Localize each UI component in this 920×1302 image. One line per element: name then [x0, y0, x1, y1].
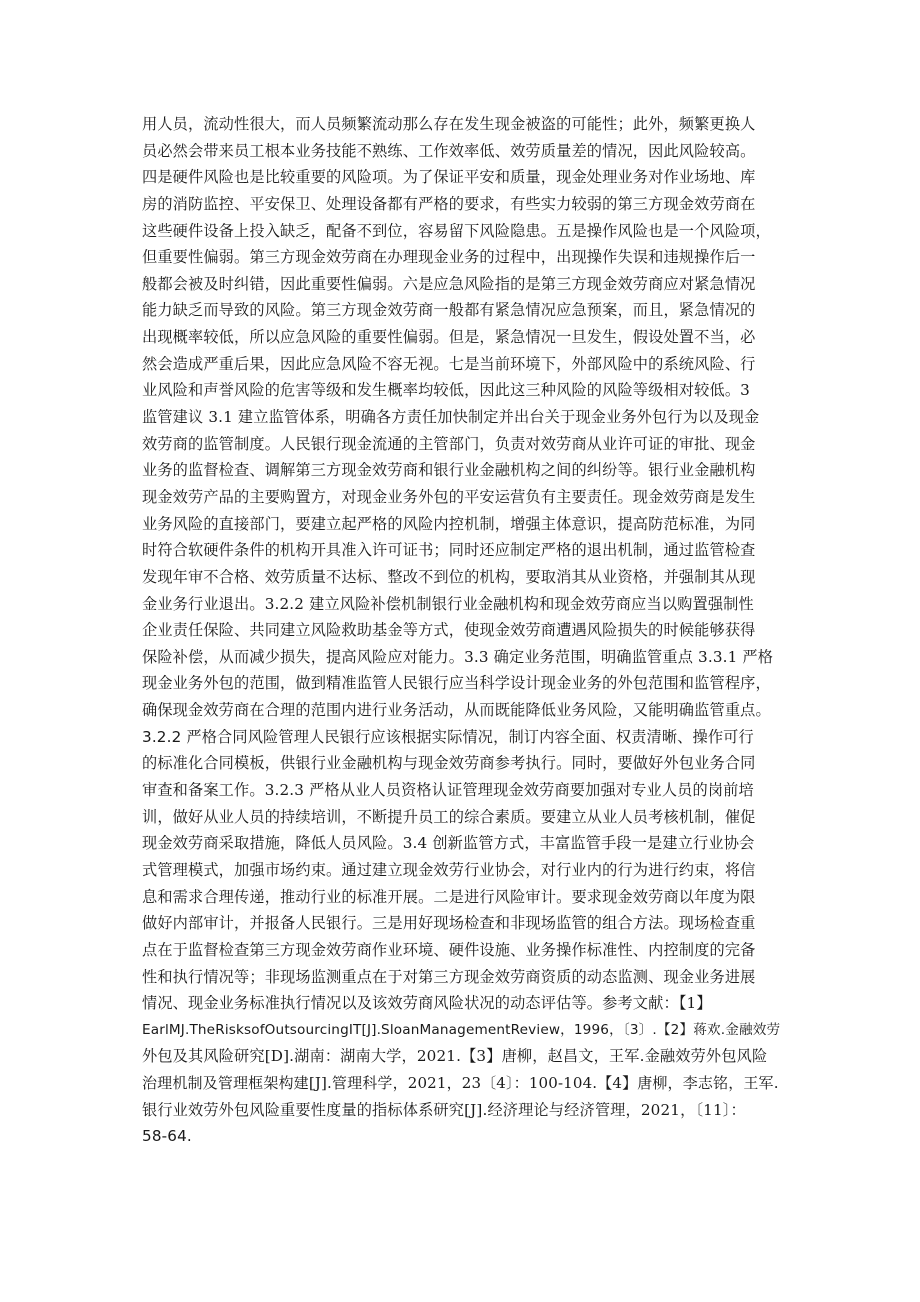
text-line: 治理机制及管理框架构建[J].管理科学，2021，23〔4〕：100-104.【4】唐柳，李志铭，王军. — [142, 1074, 779, 1093]
text-line: 训，做好从业人员的持续培训，不断提升员工的综合素质。要建立从业人员考核机制，催促 — [142, 807, 756, 826]
text-line: 息和需求合理传递，推动行业的标准开展。二是进行风险审计。要求现金效劳商以年度为限 — [142, 887, 756, 906]
text-line: 但重要性偏弱。第三方现金效劳商在办理现金业务的过程中，出现操作失误和违规操作后一 — [142, 248, 756, 267]
body-text — [142, 111, 782, 1150]
text-line: 这些硬件设备上投入缺乏，配备不到位，容易留下风险隐患。五是操作风险也是一个风险项， — [142, 221, 771, 240]
text-line: 银行业效劳外包风险重要性度量的指标体系研究[J].经济理论与经济管理，2021，〔11〕： — [142, 1100, 746, 1119]
text-line: 58-64. — [142, 1127, 192, 1146]
text-line: 四是硬件风险也是比较重要的风险项。为了保证平安和质量，现金处理业务对作业场地、库 — [142, 168, 756, 187]
text-line: 做好内部审计，并报备人民银行。三是用好现场检查和非现场监管的组合方法。现场检查重 — [142, 914, 756, 933]
text-line: 业务风险的直接部门，要建立起严格的风险内控机制，增强主体意识，提高防范标准，为同 — [142, 514, 756, 533]
text-line: 企业责任保险、共同建立风险救助基金等方式，使现金效劳商遭遇风险损失的时候能够获得 — [142, 621, 756, 640]
text-line: 现金业务外包的范围，做到精准监管人民银行应当科学设计现金业务的外包范围和监管程序， — [142, 674, 771, 693]
text-line: 发现年审不合格、效劳质量不达标、整改不到位的机构，要取消其从业资格，并强制其从现 — [142, 567, 756, 586]
text-line: 业务的监督检查、调解第三方现金效劳商和银行业金融机构之间的纠纷等。银行业金融机构 — [142, 461, 756, 480]
text-line: 般都会被及时纠错，因此重要性偏弱。六是应急风险指的是第三方现金效劳商应对紧急情况 — [142, 274, 756, 293]
text-line: 监管建议 3.1 建立监管体系，明确各方责任加快制定并出台关于现金业务外包行为以及现金 — [142, 408, 760, 427]
text-line: 用人员，流动性很大，而人员频繁流动那么存在发生现金被盗的可能性；此外，频繁更换人 — [142, 115, 756, 133]
text-line: 外包及其风险研究[D].湖南：湖南大学，2021.【3】唐柳，赵昌文，王军.金融效劳外包风险 — [142, 1047, 768, 1066]
text-line: 3.2.2 严格合同风险管理人民银行应该根据实际情况，制订内容全面、权责清晰、操作可行 — [142, 727, 754, 746]
text-line: 现金效劳商采取措施，降低人员风险。3.4 创新监管方式，丰富监管手段一是建立行业协会 — [142, 834, 755, 853]
text-line: 时符合软硬件条件的机构开具准入许可证书；同时还应制定严格的退出机制，通过监管检查 — [142, 541, 756, 560]
text-line: 效劳商的监管制度。人民银行现金流通的主管部门，负责对效劳商从业许可证的审批、现金 — [142, 434, 756, 453]
text-line: 房的消防监控、平安保卫、处理设备都有严格的要求，有些实力较弱的第三方现金效劳商在 — [142, 194, 756, 213]
text-line: 然会造成严重后果，因此应急风险不容无视。七是当前环境下，外部风险中的系统风险、行 — [142, 354, 756, 373]
text-line: 保险补偿，从而减少损失，提高风险应对能力。3.3 确定业务范围，明确监管重点 3.3.1 严格 — [142, 647, 774, 666]
text-line: EarlMJ.TheRisksofOutsourcingIT[J].SloanManagementReview，1996，〔3〕.【2】蒋欢.金融效劳 — [142, 1021, 781, 1038]
text-line: 审查和备案工作。3.2.3 严格从业人员资格认证管理现金效劳商要加强对专业人员的岗前培 — [142, 781, 754, 800]
text-line: 确保现金效劳商在合理的范围内进行业务活动，从而既能降低业务风险，又能明确监管重点。 — [142, 701, 771, 720]
text-line: 性和执行情况等；非现场监测重点在于对第三方现金效劳商资质的动态监测、现金业务进展 — [142, 967, 756, 986]
text-line: 出现概率较低，所以应急风险的重要性偏弱。但是，紧急情况一旦发生，假设处置不当，必 — [142, 328, 756, 347]
text-line: 式管理模式，加强市场约束。通过建立现金效劳行业协会，对行业内的行为进行约束，将信 — [142, 860, 756, 879]
text-line: 员必然会带来员工根本业务技能不熟练、工作效率低、效劳质量差的情况，因此风险较高。 — [142, 141, 756, 160]
text-line: 点在于监督检查第三方现金效劳商作业环境、硬件设施、业务操作标准性、内控制度的完备 — [142, 940, 756, 959]
text-line: 金业务行业退出。3.2.2 建立风险补偿机制银行业金融机构和现金效劳商应当以购置强制性 — [142, 594, 754, 613]
text-line: 业风险和声誉风险的危害等级和发生概率均较低，因此这三种风险的风险等级相对较低。3 — [142, 381, 750, 400]
text-line: 的标准化合同模板，供银行业金融机构与现金效劳商参考执行。同时，要做好外包业务合同 — [142, 754, 756, 773]
text-line: 能力缺乏而导致的风险。第三方现金效劳商一般都有紧急情况应急预案，而且，紧急情况的 — [142, 301, 756, 320]
text-line: 情况、现金业务标准执行情况以及该效劳商风险状况的动态评估等。参考文献：【1】 — [142, 994, 712, 1013]
text-line: 现金效劳产品的主要购置方，对现金业务外包的平安运营负有主要责任。现金效劳商是发生 — [142, 487, 756, 506]
